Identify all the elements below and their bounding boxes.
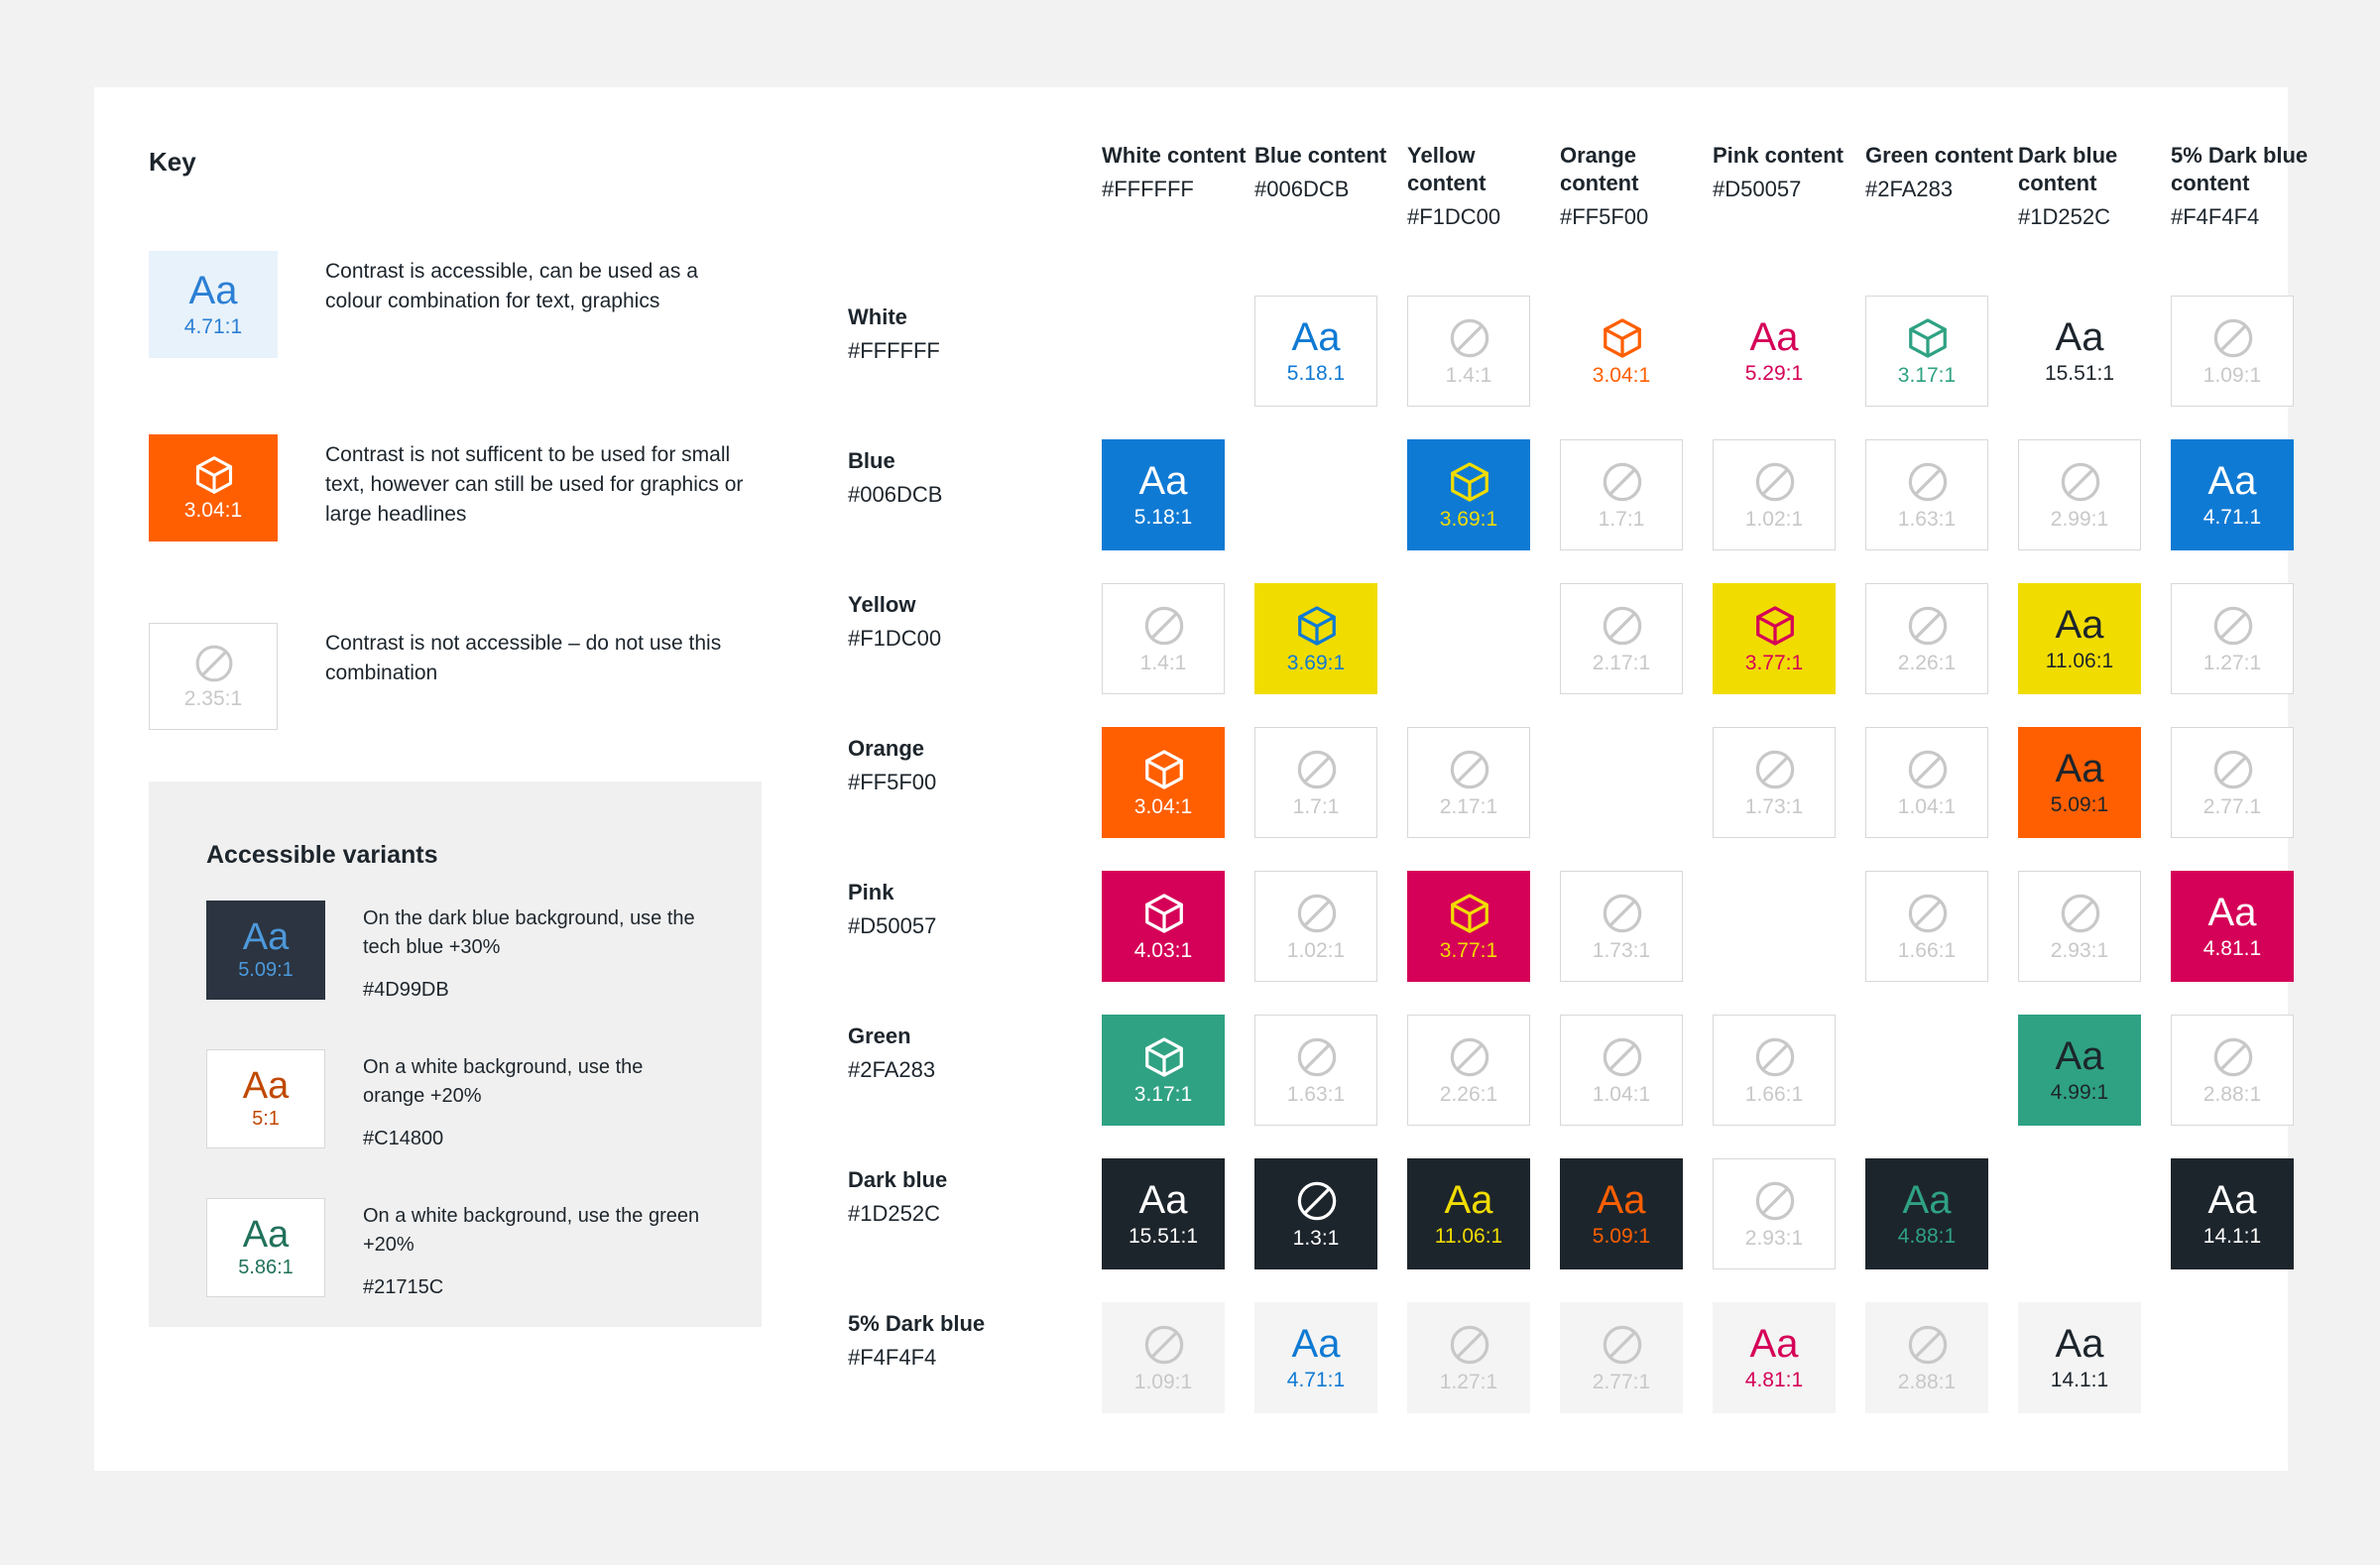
contrast-ratio: 1.04:1 [1897,794,1957,818]
matrix-cell [2171,1015,2294,1126]
column-name: Orange content [1560,143,1639,196]
row-name: White [848,304,907,329]
variant-swatch [206,901,325,1000]
sample-text: Aa [1444,1177,1493,1222]
key-item [149,251,752,358]
no-entry-icon [1600,1322,1643,1366]
column-name: Dark blue content [2018,143,2118,196]
contrast-ratio: 1.7:1 [1598,507,1645,531]
column-name: Blue content [1254,143,1387,168]
column-header [1865,142,2014,203]
row-name: Yellow [848,592,916,617]
row-header [848,735,1007,796]
matrix-cell [1865,727,1988,838]
matrix-cell [1102,1015,1225,1126]
contrast-ratio: 5.29:1 [1744,361,1804,385]
matrix-cell [1254,1302,1377,1413]
contrast-ratio: 1.66:1 [1744,1082,1804,1106]
matrix-cell [1713,439,1836,550]
contrast-ratio: 14.1:1 [2050,1368,2109,1391]
matrix-cell [1407,439,1530,550]
contrast-ratio: 5.18:1 [1133,505,1193,529]
contrast-ratio: 11.06:1 [2045,649,2114,672]
no-entry-icon [192,642,234,683]
matrix-cell [2171,296,2294,407]
matrix-cell [1713,583,1836,694]
matrix-cell [2018,296,2141,407]
no-entry-icon [1294,1178,1338,1222]
matrix-cell [1102,871,1225,982]
matrix-cell [1407,727,1530,838]
column-hex: #1D252C [2018,204,2110,230]
matrix-cell [1560,1158,1683,1269]
no-entry-icon [1600,891,1643,934]
no-entry-icon [1600,459,1643,503]
matrix-cell [1407,296,1530,407]
matrix-cell [1254,727,1377,838]
cube-icon [192,453,234,495]
sample-text: Aa [2055,746,2104,790]
matrix-cell [1865,583,1988,694]
contrast-ratio: 3.69:1 [1286,651,1346,674]
cube-icon [1752,603,1796,647]
contrast-ratio: 3.04:1 [1592,363,1651,387]
contrast-ratio: 1.73:1 [1592,938,1651,962]
matrix-cell [1102,439,1225,550]
variant-hex: #4D99DB [363,979,449,1001]
contrast-ratio: 14.1:1 [2202,1224,2262,1248]
column-name: Pink content [1713,143,1844,168]
variant-swatch [206,1198,325,1297]
contrast-ratio: 2.17:1 [1592,651,1651,674]
contrast-ratio: 2.93:1 [2050,938,2109,962]
contrast-ratio: 4.81:1 [1744,1368,1804,1391]
matrix-cell [1407,871,1530,982]
no-entry-icon [1905,747,1949,790]
no-entry-icon [1752,747,1796,790]
column-header [2018,142,2167,231]
contrast-ratio: 3.77:1 [1744,651,1804,674]
matrix-cell [1713,1158,1836,1269]
contrast-ratio: 11.06:1 [1434,1224,1503,1248]
contrast-ratio: 1.63:1 [1286,1082,1346,1106]
contrast-ratio: 5.09:1 [1592,1224,1651,1248]
matrix-cell [1560,296,1683,407]
matrix-cell [1713,296,1836,407]
sample-text: Aa [188,269,238,312]
cube-icon [1447,459,1490,503]
row-name: Blue [848,448,895,473]
sample-text: Aa [2055,1033,2104,1078]
matrix-cell [1560,583,1683,694]
key-description: Contrast is not sufficent to be used for small text, however can still be used for graphics or large headlines [325,443,744,526]
matrix-cell [2018,727,2141,838]
contrast-ratio: 2.88:1 [2202,1082,2262,1106]
no-entry-icon [1905,891,1949,934]
cube-icon [1905,315,1949,359]
column-hex: #2FA283 [1865,177,1954,202]
no-entry-icon [1141,1322,1185,1366]
contrast-ratio: 1.66:1 [1897,938,1957,962]
matrix-cell [2171,583,2294,694]
no-entry-icon [1905,603,1949,647]
sample-text: Aa [2055,602,2104,647]
matrix-cell [1254,1158,1377,1269]
key-swatch [149,434,278,542]
accessible-variants-panel [149,782,762,1327]
contrast-ratio: 2.88:1 [1897,1370,1957,1393]
contrast-ratio: 3.17:1 [1897,363,1957,387]
contrast-matrix-card [94,87,2309,1471]
sample-text: Aa [1291,1321,1341,1366]
contrast-ratio: 4.99:1 [2050,1080,2109,1104]
matrix-cell [1865,871,1988,982]
sample-text: Aa [242,1064,290,1107]
contrast-ratio: 5:1 [252,1108,280,1131]
matrix-cell [2171,871,2294,982]
contrast-ratio: 3.04:1 [183,499,243,522]
matrix-cell [1254,296,1377,407]
contrast-ratio: 2.35:1 [183,687,243,710]
row-header [848,447,1007,509]
row-header [848,591,1007,653]
column-header [1102,142,1250,203]
contrast-ratio: 1.63:1 [1897,507,1957,531]
sample-text: Aa [1597,1177,1646,1222]
key-swatch [149,251,278,358]
no-entry-icon [2210,315,2254,359]
matrix-cell [2018,871,2141,982]
column-header [1407,142,1556,231]
sample-text: Aa [2055,314,2104,359]
variant-item [206,1049,700,1153]
sample-text: Aa [242,915,290,958]
no-entry-icon [1905,459,1949,503]
matrix-cell [2018,439,2141,550]
cube-icon [1141,891,1185,934]
contrast-ratio: 15.51:1 [1128,1224,1199,1248]
matrix-cell [1713,727,1836,838]
variant-hex: #21715C [363,1276,444,1298]
matrix-cell [1865,1302,1988,1413]
contrast-ratio: 2.99:1 [2050,507,2109,531]
row-name: Pink [848,880,894,904]
no-entry-icon [1752,1178,1796,1222]
key-description: Contrast is not accessible – do not use this combination [325,632,722,684]
contrast-ratio: 15.51:1 [2044,361,2115,385]
row-header [848,1310,1007,1372]
cube-icon [1294,603,1338,647]
contrast-ratio: 1.02:1 [1286,938,1346,962]
row-hex: #1D252C [848,1201,940,1227]
contrast-ratio: 1.73:1 [1744,794,1804,818]
no-entry-icon [1447,1034,1490,1078]
key-swatch [149,623,278,730]
row-header [848,1023,1007,1084]
variant-description-text: On the dark blue background, use the tech blue +30% [363,907,695,958]
no-entry-icon [2058,891,2101,934]
contrast-ratio: 4.71:1 [1286,1368,1346,1391]
column-header [1254,142,1403,203]
row-name: Orange [848,736,925,761]
row-header [848,879,1007,940]
variant-description [363,1049,700,1153]
matrix-cell [1865,296,1988,407]
sample-text: Aa [2207,890,2257,934]
matrix-cell [1560,1302,1683,1413]
contrast-ratio: 2.17:1 [1439,794,1498,818]
row-hex: #006DCB [848,482,943,508]
matrix-cell [1254,871,1377,982]
row-hex: #D50057 [848,913,937,939]
key-item [149,623,752,730]
matrix-cell [2018,583,2141,694]
no-entry-icon [1600,603,1643,647]
matrix-cell [1102,1158,1225,1269]
column-header [1560,142,1709,231]
contrast-ratio: 1.27:1 [1439,1370,1498,1393]
contrast-ratio: 5.09:1 [2050,792,2109,816]
contrast-ratio: 1.3:1 [1292,1226,1340,1250]
row-header [848,1166,1007,1228]
cube-icon [1141,747,1185,790]
matrix-cell [1560,439,1683,550]
variant-swatch [206,1049,325,1148]
row-name: Dark blue [848,1167,948,1192]
cube-icon [1141,1034,1185,1078]
no-entry-icon [1294,1034,1338,1078]
no-entry-icon [1447,1322,1490,1366]
contrast-ratio: 4.71:1 [183,315,243,338]
sample-text: Aa [1138,458,1188,503]
contrast-ratio: 1.09:1 [2202,363,2262,387]
column-header [2171,142,2320,231]
matrix-cell [1407,1015,1530,1126]
key-description: Contrast is accessible, can be used as a colour combination for text, graphics [325,260,698,312]
key-title: Key [149,147,196,177]
column-name: White content [1102,143,1247,168]
column-hex: #FFFFFF [1102,177,1194,202]
contrast-ratio: 5.18.1 [1286,361,1346,385]
contrast-ratio: 2.26:1 [1439,1082,1498,1106]
column-name: Green content [1865,143,2014,168]
column-hex: #F4F4F4 [2171,204,2260,230]
sample-text: Aa [1138,1177,1188,1222]
column-hex: #FF5F00 [1560,204,1649,230]
no-entry-icon [1447,747,1490,790]
matrix-cell [1560,1015,1683,1126]
contrast-ratio: 5.09:1 [238,959,294,982]
no-entry-icon [2210,747,2254,790]
no-entry-icon [1447,315,1490,359]
contrast-ratio: 4.03:1 [1133,938,1193,962]
contrast-ratio: 2.77:1 [1592,1370,1651,1393]
no-entry-icon [2210,603,2254,647]
row-name: 5% Dark blue [848,1311,986,1336]
column-hex: #006DCB [1254,177,1350,202]
matrix-cell [2171,1158,2294,1269]
sample-text: Aa [2207,458,2257,503]
sample-text: Aa [1749,1321,1799,1366]
contrast-ratio: 1.04:1 [1592,1082,1651,1106]
matrix-cell [1713,1015,1836,1126]
contrast-ratio: 2.77.1 [2202,794,2262,818]
matrix-cell [2171,727,2294,838]
matrix-cell [1865,1158,1988,1269]
row-hex: #FF5F00 [848,770,937,795]
no-entry-icon [1905,1322,1949,1366]
matrix-cell [2018,1302,2141,1413]
no-entry-icon [1294,747,1338,790]
contrast-ratio: 4.88:1 [1897,1224,1957,1248]
variant-description-text: On a white background, use the green +20% [363,1205,700,1256]
matrix-cell [1254,1015,1377,1126]
no-entry-icon [1600,1034,1643,1078]
matrix-cell [2171,439,2294,550]
row-hex: #2FA283 [848,1057,936,1083]
sample-text: Aa [2207,1177,2257,1222]
row-hex: #FFFFFF [848,338,940,364]
column-hex: #D50057 [1713,177,1802,202]
cube-icon [1600,315,1643,359]
column-hex: #F1DC00 [1407,204,1501,230]
row-name: Green [848,1023,911,1048]
sample-text: Aa [1902,1177,1952,1222]
matrix-cell [1254,583,1377,694]
contrast-ratio: 1.09:1 [1133,1370,1193,1393]
matrix-cell [1102,583,1225,694]
cube-icon [1447,891,1490,934]
matrix-cell [1407,1302,1530,1413]
no-entry-icon [1141,603,1185,647]
variant-description [363,1198,700,1302]
variant-hex: #C14800 [363,1128,444,1149]
contrast-ratio: 4.71.1 [2202,505,2262,529]
contrast-ratio: 4.81.1 [2202,936,2262,960]
no-entry-icon [2210,1034,2254,1078]
variant-description-text: On a white background, use the orange +20% [363,1056,644,1107]
no-entry-icon [1752,459,1796,503]
row-hex: #F1DC00 [848,626,942,652]
matrix-cell [1102,1302,1225,1413]
matrix-cell [1560,871,1683,982]
contrast-ratio: 3.69:1 [1439,507,1498,531]
contrast-ratio: 3.77:1 [1439,938,1498,962]
sample-text: Aa [242,1213,290,1256]
contrast-ratio: 1.4:1 [1139,651,1187,674]
matrix-cell [1102,727,1225,838]
matrix-cell [2018,1015,2141,1126]
row-header [848,303,1007,365]
accessible-variants-title: Accessible variants [206,841,438,869]
contrast-ratio: 3.17:1 [1133,1082,1193,1106]
variant-description [363,901,700,1005]
variant-item [206,1198,700,1302]
contrast-ratio: 2.26:1 [1897,651,1957,674]
column-header [1713,142,1861,203]
key-item [149,434,752,542]
contrast-ratio: 1.4:1 [1445,363,1492,387]
column-name: 5% Dark blue content [2171,143,2309,196]
no-entry-icon [2058,459,2101,503]
no-entry-icon [1752,1034,1796,1078]
sample-text: Aa [2055,1321,2104,1366]
sample-text: Aa [1749,314,1799,359]
no-entry-icon [1294,891,1338,934]
contrast-ratio: 1.7:1 [1292,794,1340,818]
column-name: Yellow content [1407,143,1487,196]
sample-text: Aa [1291,314,1341,359]
variant-item [206,901,700,1005]
contrast-ratio: 1.27:1 [2202,651,2262,674]
contrast-ratio: 5.86:1 [238,1257,294,1279]
contrast-ratio: 2.93:1 [1744,1226,1804,1250]
matrix-cell [1713,1302,1836,1413]
matrix-cell [1407,1158,1530,1269]
contrast-ratio: 3.04:1 [1133,794,1193,818]
matrix-cell [1865,439,1988,550]
contrast-ratio: 1.02:1 [1744,507,1804,531]
row-hex: #F4F4F4 [848,1345,937,1371]
